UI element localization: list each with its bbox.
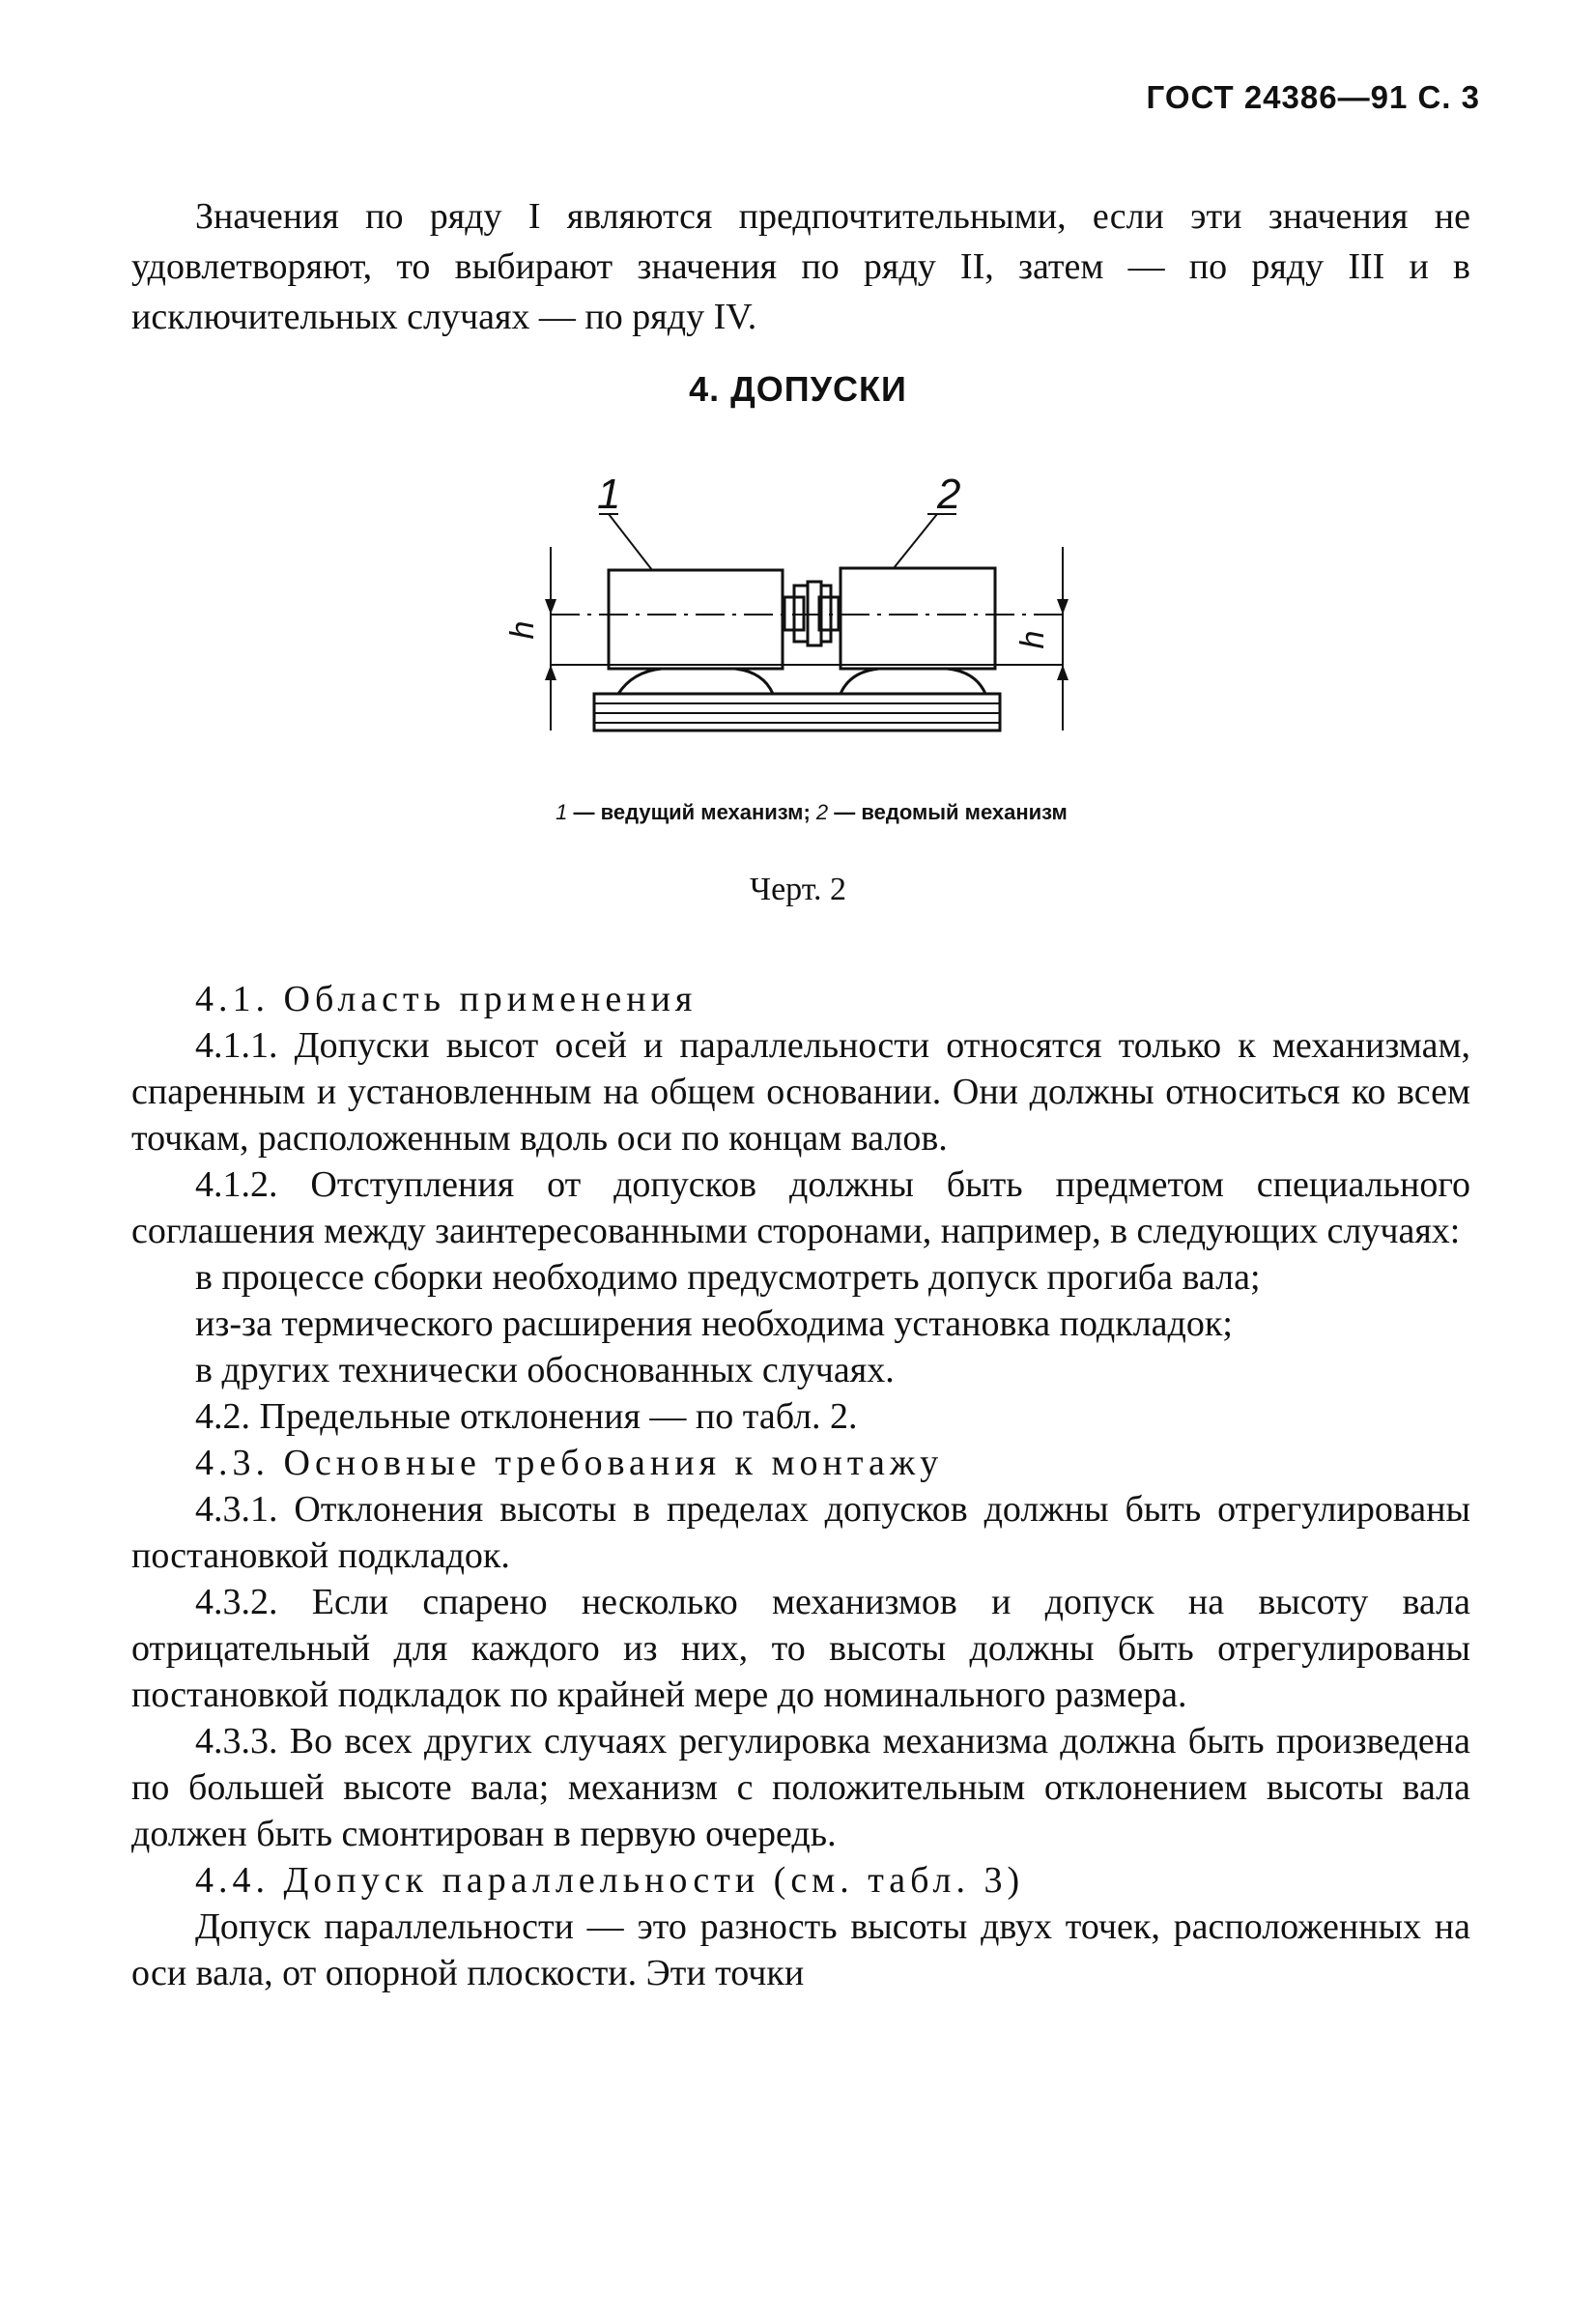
dim-label-right: h [1014, 630, 1051, 649]
left-foot [618, 669, 773, 694]
paragraph-4-4: 4.4. Допуск параллельности (см. табл. 3) [195, 1860, 1025, 1901]
legend-text-2: — ведомый механизм [828, 800, 1068, 824]
mechanism-drawing [483, 454, 1121, 773]
intro-text [131, 191, 1470, 342]
base-plate [594, 694, 1000, 730]
label-2: 2 [937, 471, 961, 518]
paragraph-4-2: 4.2. Предельные отклонения — по табл. 2. [195, 1396, 858, 1437]
paragraph-4-4-text: Допуск параллельности — это разность высоты двух точек, расположенных на оси вала, от опорной плоскости. Эти точки [131, 1906, 1470, 1993]
leader-2 [894, 514, 937, 568]
paragraph-4-3-2: 4.3.2. Если спарено несколько механизмов и допуск на высоту вала отрицательный для каждого из них, то высоты должны быть отрегулированы постановкой подкладок по крайней мере до номинального размера. [131, 1582, 1470, 1715]
dim-label-left: h [504, 620, 541, 640]
paragraph-4-1: 4.1. Область применения [195, 979, 698, 1019]
document-header: ГОСТ 24386—91 С. 3 [1146, 79, 1480, 115]
intro-paragraph: Значения по ряду I являются предпочтительными, если эти значения не удовлетворяют, то выбирают значения по ряду II, затем — по ряду III и в исключительных случаях — по ряду IV. [131, 196, 1470, 337]
leader-1 [609, 514, 652, 570]
legend-num-2: 2 [815, 800, 829, 824]
paragraph-case-2: из-за термического расширения необходима установка подкладок; [195, 1303, 1233, 1344]
paragraph-4-3-1: 4.3.1. Отклонения высоты в пределах допусков должны быть отрегулированы постановкой подкладок. [131, 1489, 1470, 1576]
legend-text-1: — ведущий механизм; [567, 800, 816, 824]
right-mechanism-body [841, 568, 995, 669]
body-text [131, 976, 1470, 1996]
figure-legend [502, 800, 1121, 825]
paragraph-case-1: в процессе сборки необходимо предусмотреть допуск прогиба вала; [195, 1257, 1261, 1298]
paragraph-4-1-1: 4.1.1. Допуски высот осей и параллельности относятся только к механизмам, спаренным и установленным на общем основании. Они должны относиться ко всем точкам, расположенным вдоль оси по концам валов. [131, 1025, 1470, 1159]
left-mechanism-body [609, 570, 783, 669]
right-foot [841, 669, 985, 694]
figure-caption: Черт. 2 [749, 872, 847, 907]
legend-num-1: 1 [556, 800, 568, 824]
section-title: 4. ДОПУСКИ [689, 369, 907, 409]
paragraph-4-3-3: 4.3.3. Во всех других случаях регулировка механизма должна быть произведена по большей высоте вала; механизм с положительным отклонением высоты вала должен быть смонтирован в первую очередь. [131, 1721, 1470, 1854]
paragraph-case-3: в других технически обоснованных случаях. [195, 1350, 895, 1390]
paragraph-4-3: 4.3. Основные требования к монтажу [195, 1443, 944, 1483]
paragraph-4-1-2: 4.1.2. Отступления от допусков должны быть предметом специального соглашения между заинтересованными сторонами, например, в следующих случаях: [131, 1164, 1470, 1251]
label-1: 1 [597, 471, 621, 518]
